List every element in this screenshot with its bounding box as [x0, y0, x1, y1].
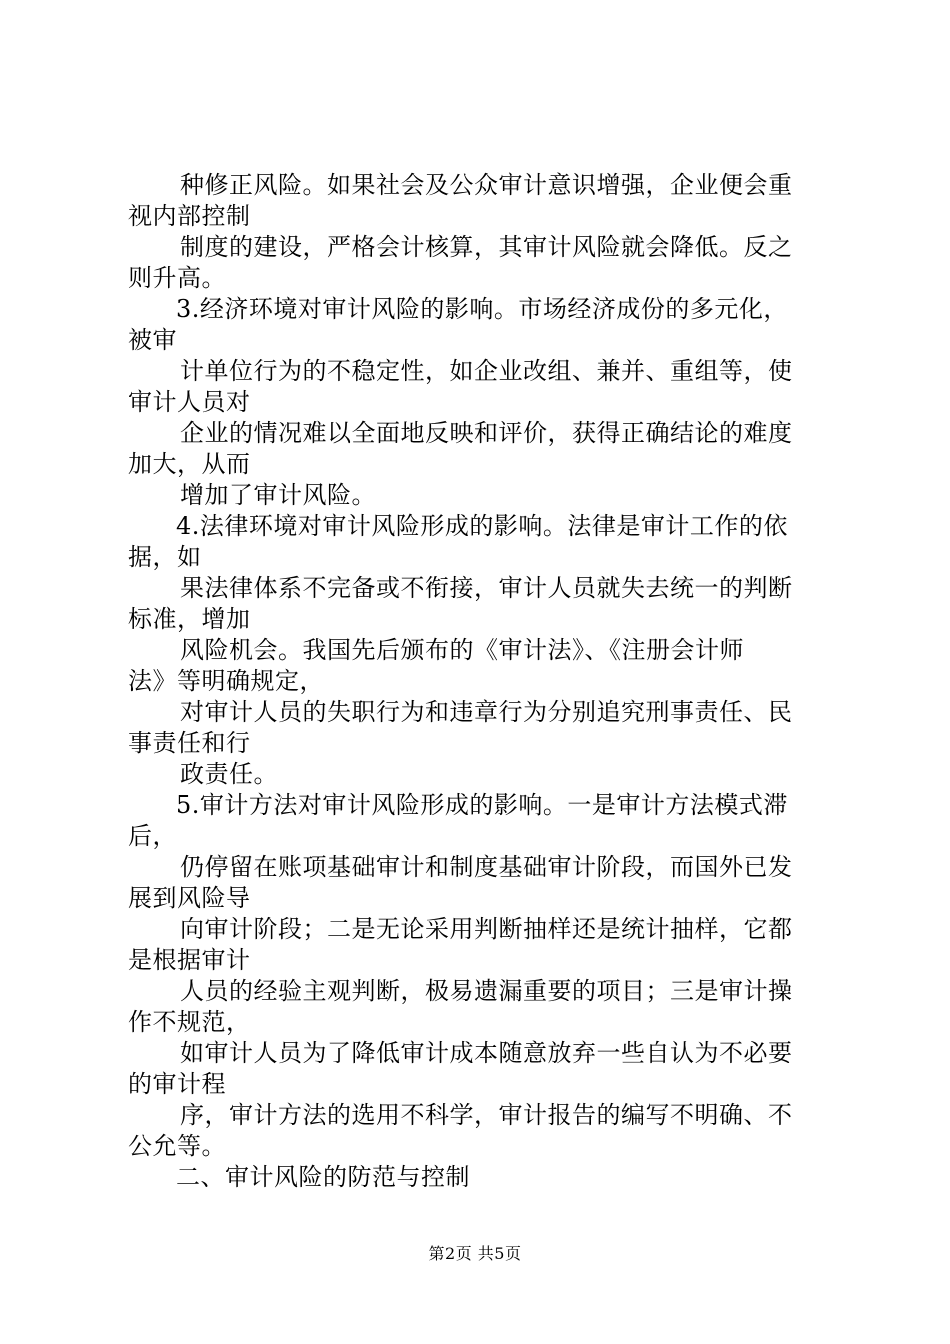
text-line: 风险机会。我国先后颁布的《审计法》、《注册会计师 [180, 636, 744, 664]
text-line: 序，审计方法的选用不科学，审计报告的编写不明确、不 [180, 1101, 793, 1129]
text-line: 法》等明确规定， [128, 667, 324, 695]
text-line: 则升高。 [128, 264, 226, 292]
text-line: 企业的情况难以全面地反映和评价，获得正确结论的难度 [180, 419, 793, 447]
text-line: 二、审计风险的防范与控制 [176, 1163, 470, 1191]
text-line: 公允等。 [128, 1132, 226, 1160]
text-line: 计单位行为的不稳定性，如企业改组、兼并、重组等，使 [180, 357, 793, 385]
text-line: 4.法律环境对审计风险形成的影响。法律是审计工作的依 [176, 512, 788, 540]
text-line: 3.经济环境对审计风险的影响。市场经济成份的多元化， [176, 295, 788, 323]
text-line: 政责任。 [180, 760, 278, 788]
text-line: 标准，增加 [128, 605, 251, 633]
text-line: 种修正风险。如果社会及公众审计意识增强，企业便会重 [180, 171, 793, 199]
text-line: 仍停留在账项基础审计和制度基础审计阶段，而国外已发 [180, 853, 793, 881]
text-line: 如审计人员为了降低审计成本随意放弃一些自认为不必要 [180, 1039, 793, 1067]
text-line: 加大，从而 [128, 450, 251, 478]
text-line: 被审 [128, 326, 177, 354]
text-line: 的审计程 [128, 1070, 226, 1098]
body-text [128, 170, 838, 1193]
text-line: 后， [128, 822, 177, 850]
text-line: 据，如 [128, 543, 202, 571]
text-line: 果法律体系不完备或不衔接，审计人员就失去统一的判断 [180, 574, 793, 602]
text-line: 增加了审计风险。 [180, 481, 376, 509]
text-line: 人员的经验主观判断，极易遗漏重要的项目；三是审计操 [180, 977, 793, 1005]
text-line: 展到风险导 [128, 884, 251, 912]
text-line: 作不规范， [128, 1008, 251, 1036]
text-line: 5.审计方法对审计风险形成的影响。一是审计方法模式滞 [176, 791, 788, 819]
page-footer: 第2页 共5页 [428, 1244, 522, 1263]
text-line: 是根据审计 [128, 946, 251, 974]
text-line: 制度的建设，严格会计核算，其审计风险就会降低。反之 [180, 233, 793, 261]
text-line: 审计人员对 [128, 388, 251, 416]
text-line: 视内部控制 [128, 202, 251, 230]
text-line: 向审计阶段；二是无论采用判断抽样还是统计抽样，它都 [180, 915, 793, 943]
text-line: 事责任和行 [128, 729, 251, 757]
text-line: 对审计人员的失职行为和违章行为分别追究刑事责任、民 [180, 698, 793, 726]
